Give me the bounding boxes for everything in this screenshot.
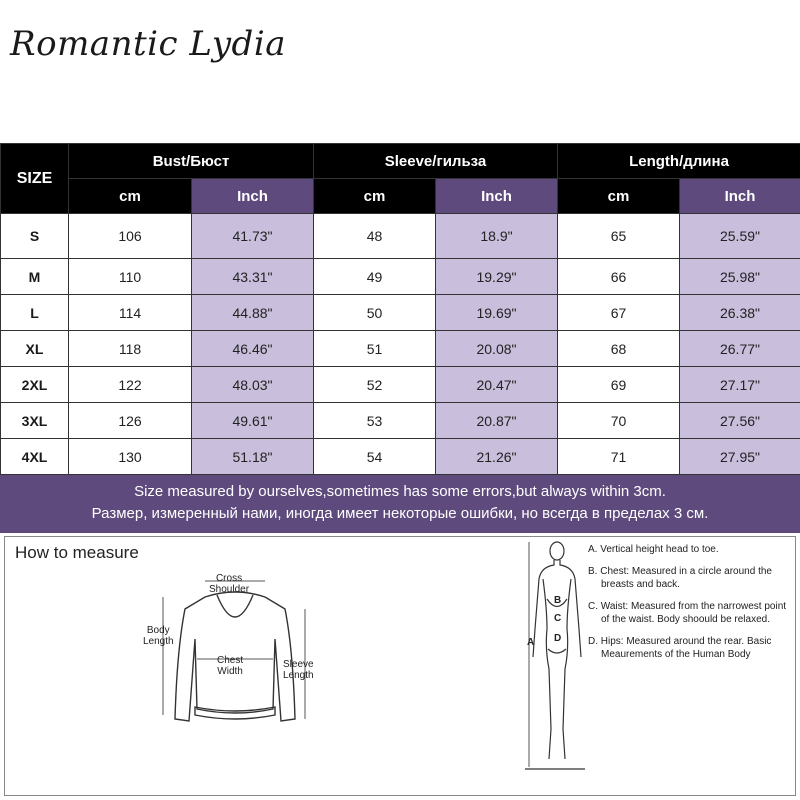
sleeve-header: Sleeve/гильза (314, 144, 558, 179)
figure-letter-b: B (554, 595, 562, 606)
cm-value-cell: 65 (558, 214, 680, 259)
how-to-measure-panel (4, 536, 796, 796)
table-row (1, 259, 800, 295)
cm-value-cell: 52 (314, 367, 436, 403)
cm-value-cell: 114 (69, 295, 192, 331)
size-cell: L (1, 295, 69, 331)
cross-shoulder-label: Cross Shoulder (209, 573, 250, 595)
sleeve-length-label: Sleeve Length (283, 659, 314, 681)
unit-header: Inch (680, 179, 800, 214)
unit-header: Inch (192, 179, 314, 214)
inch-value-cell: 49.61" (192, 403, 314, 439)
cm-value-cell: 54 (314, 439, 436, 475)
inch-value-cell: 27.95" (680, 439, 800, 475)
inch-value-cell: 41.73" (192, 214, 314, 259)
unit-header: cm (69, 179, 192, 214)
cm-value-cell: 50 (314, 295, 436, 331)
inch-value-cell: 20.87" (436, 403, 558, 439)
inch-value-cell: 19.69" (436, 295, 558, 331)
brand-logo: Romantic Lydia (10, 24, 286, 64)
length-header: Length/длина (558, 144, 800, 179)
cm-value-cell: 69 (558, 367, 680, 403)
table-row (1, 439, 800, 475)
inch-value-cell: 48.03" (192, 367, 314, 403)
size-header: SIZE (1, 144, 69, 214)
inch-value-cell: 20.47" (436, 367, 558, 403)
cm-value-cell: 106 (69, 214, 192, 259)
inch-value-cell: 26.77" (680, 331, 800, 367)
legend-a: A. Vertical height head to toe. (588, 544, 719, 555)
table-row (1, 331, 800, 367)
cm-value-cell: 66 (558, 259, 680, 295)
size-cell: 2XL (1, 367, 69, 403)
cm-value-cell: 67 (558, 295, 680, 331)
note-russian: Размер, измеренный нами, иногда имеет некоторые ошибки, но всегда в пределах 3 см. (91, 505, 709, 522)
cm-value-cell: 122 (69, 367, 192, 403)
how-to-measure-title: How to measure (15, 543, 139, 562)
unit-header: cm (314, 179, 436, 214)
table-row (1, 367, 800, 403)
unit-header: cm (558, 179, 680, 214)
cm-value-cell: 48 (314, 214, 436, 259)
size-chart-table (0, 143, 800, 475)
legend-c: C. Waist: Measured from the narrowest point of the waist. Body shoould be relaxed. (588, 601, 787, 625)
inch-value-cell: 27.56" (680, 403, 800, 439)
size-cell: M (1, 259, 69, 295)
inch-value-cell: 25.59" (680, 214, 800, 259)
note-english: Size measured by ourselves,sometimes has some errors,but always within 3cm. (134, 483, 666, 500)
unit-header: Inch (436, 179, 558, 214)
cm-value-cell: 53 (314, 403, 436, 439)
inch-value-cell: 25.98" (680, 259, 800, 295)
figure-letter-c: C (554, 613, 562, 624)
figure-letter-d: D (554, 633, 562, 644)
cm-value-cell: 126 (69, 403, 192, 439)
cm-value-cell: 118 (69, 331, 192, 367)
measure-legend (588, 543, 793, 670)
inch-value-cell: 51.18" (192, 439, 314, 475)
inch-value-cell: 18.9" (436, 214, 558, 259)
inch-value-cell: 21.26" (436, 439, 558, 475)
inch-value-cell: 20.08" (436, 331, 558, 367)
inch-value-cell: 27.17" (680, 367, 800, 403)
inch-value-cell: 19.29" (436, 259, 558, 295)
cm-value-cell: 71 (558, 439, 680, 475)
size-cell: 3XL (1, 403, 69, 439)
cm-value-cell: 49 (314, 259, 436, 295)
legend-d: D. Hips: Measured around the rear. Basic Meaurements of the Human Body (588, 636, 772, 660)
cm-value-cell: 130 (69, 439, 192, 475)
cm-value-cell: 70 (558, 403, 680, 439)
inch-value-cell: 44.88" (192, 295, 314, 331)
chest-width-label: Chest Width (217, 655, 244, 677)
figure-letter-a: A (527, 637, 535, 648)
size-cell: XL (1, 331, 69, 367)
measurement-note (0, 475, 800, 533)
cm-value-cell: 110 (69, 259, 192, 295)
size-cell: S (1, 214, 69, 259)
body-figure-diagram (525, 539, 585, 775)
cm-value-cell: 51 (314, 331, 436, 367)
table-row (1, 403, 800, 439)
inch-value-cell: 43.31" (192, 259, 314, 295)
size-cell: 4XL (1, 439, 69, 475)
table-row (1, 295, 800, 331)
bust-header: Bust/Бюст (69, 144, 314, 179)
inch-value-cell: 26.38" (680, 295, 800, 331)
inch-value-cell: 46.46" (192, 331, 314, 367)
cm-value-cell: 68 (558, 331, 680, 367)
legend-b: B. Chest: Measured in a circle around the breasts and back. (588, 566, 772, 590)
table-row (1, 214, 800, 259)
body-length-label: Body Length (143, 625, 174, 647)
